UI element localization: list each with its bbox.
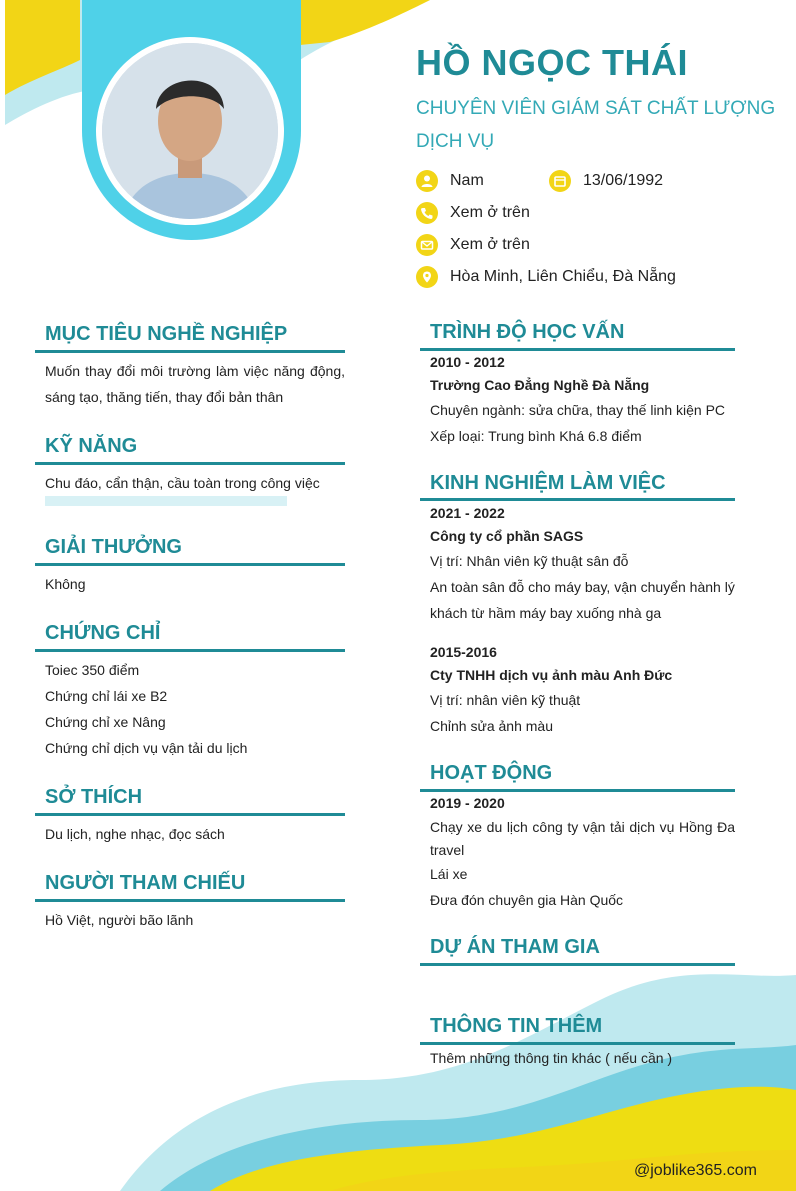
- job-position: Vị trí: Nhân viên kỹ thuật sân đỗ: [430, 553, 629, 569]
- mail-icon: [416, 234, 438, 256]
- job-period: 2021 - 2022: [430, 505, 505, 521]
- job-description: An toàn sân đỗ cho máy bay, vận chuyển hành lý khách từ hầm máy bay xuống nhà ga: [430, 579, 735, 621]
- activities-title: HOẠT ĐỘNG: [430, 762, 553, 784]
- objective-rule: [35, 350, 345, 353]
- awards-rule: [35, 563, 345, 566]
- awards-text: Không: [45, 576, 86, 592]
- certificates-rule: [35, 649, 345, 652]
- user-icon: [416, 170, 438, 192]
- projects-title: DỰ ÁN THAM GIA: [430, 936, 600, 958]
- info-birthdate: [549, 170, 663, 192]
- skill-item: Chu đáo, cẩn thận, cầu toàn trong công việc: [45, 475, 320, 491]
- skills-rule: [35, 462, 345, 465]
- candidate-name: HỒ NGỌC THÁI: [416, 42, 688, 83]
- skill-level-bar: [45, 496, 287, 506]
- projects-rule: [420, 963, 735, 966]
- education-school: Trường Cao Đẳng Nghề Đà Nẵng: [430, 377, 650, 393]
- activity-item: Chạy xe du lịch công ty vận tải dịch vụ Hồng Đa travel: [430, 819, 735, 858]
- email-value: Xem ở trên: [450, 236, 530, 253]
- job-period: 2015-2016: [430, 644, 497, 660]
- education-period: 2010 - 2012: [430, 354, 505, 370]
- address-value: Hòa Minh, Liên Chiểu, Đà Nẵng: [450, 268, 676, 285]
- awards-title: GIẢI THƯỞNG: [45, 536, 182, 558]
- education-title: TRÌNH ĐỘ HỌC VẤN: [430, 321, 625, 343]
- hobbies-text: Du lịch, nghe nhạc, đọc sách: [45, 826, 225, 842]
- experience-title: KINH NGHIỆM LÀM VIỆC: [430, 472, 666, 494]
- phone-value: Xem ở trên: [450, 204, 530, 221]
- activity-item: Lái xe: [430, 866, 468, 882]
- info-address: [416, 266, 676, 288]
- extra-title: THÔNG TIN THÊM: [430, 1015, 603, 1037]
- certificate-item: Chứng chỉ xe Nâng: [45, 714, 166, 730]
- objective-title: MỤC TIÊU NGHỀ NGHIỆP: [45, 323, 288, 345]
- references-text: Hồ Việt, người bão lãnh: [45, 912, 194, 928]
- info-phone: [416, 202, 530, 224]
- skills-title: KỸ NĂNG: [45, 435, 138, 457]
- calendar-icon: [549, 170, 571, 192]
- education-major: Chuyên ngành: sửa chữa, thay thế linh kiện PC: [430, 402, 726, 418]
- objective-text: Muốn thay đổi môi trường làm việc năng động, sáng tạo, thăng tiến, thay đổi bản thân: [45, 363, 345, 405]
- info-gender: [416, 170, 484, 192]
- extra-text: Thêm những thông tin khác ( nếu cần ): [430, 1050, 673, 1066]
- watermark: @joblike365.com: [634, 1162, 757, 1179]
- activity-item: Đưa đón chuyên gia Hàn Quốc: [430, 892, 624, 908]
- phone-icon: [416, 202, 438, 224]
- certificate-item: Toiec 350 điểm: [45, 662, 140, 678]
- references-title: NGƯỜI THAM CHIẾU: [45, 872, 246, 894]
- job-company: Cty TNHH dịch vụ ảnh màu Anh Đức: [430, 667, 673, 683]
- certificate-item: Chứng chỉ lái xe B2: [45, 688, 168, 704]
- job-position: Vị trí: nhân viên kỹ thuật: [430, 692, 581, 708]
- hobbies-title: SỞ THÍCH: [45, 786, 143, 808]
- activities-period: 2019 - 2020: [430, 795, 505, 811]
- job-company: Công ty cổ phần SAGS: [430, 528, 584, 544]
- location-pin-icon: [416, 266, 438, 288]
- job-title: CHUYÊN VIÊN GIÁM SÁT CHẤT LƯỢNG DỊCH VỤ: [416, 98, 776, 152]
- profile-photo: [102, 43, 278, 219]
- birthdate-value: 13/06/1992: [583, 172, 664, 189]
- info-email: [416, 234, 530, 256]
- hobbies-rule: [35, 813, 345, 816]
- certificates-title: CHỨNG CHỈ: [45, 622, 161, 644]
- job-description: Chỉnh sửa ảnh màu: [430, 718, 553, 734]
- education-grade: Xếp loại: Trung bình Khá 6.8 điểm: [430, 428, 642, 444]
- certificate-item: Chứng chỉ dịch vụ vận tải du lịch: [45, 740, 248, 756]
- gender-value: Nam: [450, 172, 484, 189]
- references-rule: [35, 899, 345, 902]
